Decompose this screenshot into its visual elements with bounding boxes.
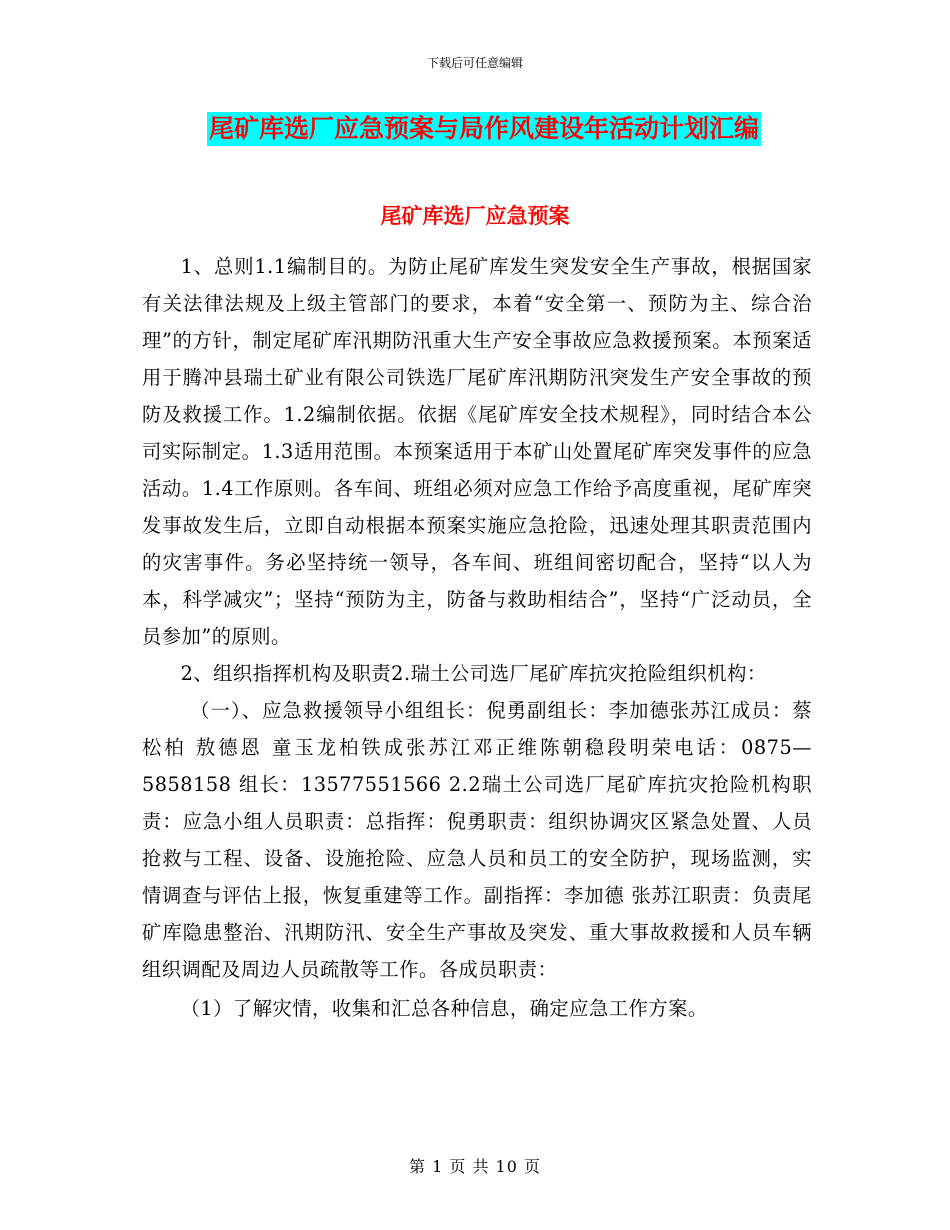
paragraph-duty-item-1: （1）了解灾情，收集和汇总各种信息，确定应急工作方案。	[180, 997, 708, 1020]
paragraph-leadership-group: （一）、应急救援领导小组组长：倪勇副组长：李加德张苏江成员：蔡松柏 敖德恩 童玉龙柏铁成张苏江邓正维陈朝稳段明荣电话：0875—5858158 组长：13577551566 2.2瑞土公司选厂尾矿库抗灾抢险机构职责：应急小组人员职责：总指挥：倪勇职责：组织协调灾区紧急处置、人员抢救与工程、设备、设施抢险、应急人员和员工的安全防护，现场监测，实情调查与评估上报，恢复重建等工作。副指挥：李加德 张苏江职责：负责尾矿库隐患整治、汛期防汛、安全生产事故及突发、重大事故救援和人员车辆组织调配及周边人员疏散等工作。各成员职责：	[142, 699, 812, 981]
document-title: 尾矿库选厂应急预案与局作风建设年活动计划汇编	[207, 112, 761, 146]
section-title: 尾矿库选厂应急预案	[380, 204, 570, 228]
header-note: 下载后可任意编辑	[426, 56, 523, 70]
paragraph-organization: 2、组织指挥机构及职责2.瑞土公司选厂尾矿库抗灾抢险组织机构：	[180, 662, 767, 685]
page-number: 第 1 页 共 10 页	[409, 1157, 541, 1176]
paragraph-general-principles: 1、总则1.1编制目的。为防止尾矿库发生突发安全生产事故，根据国家有关法律法规及上级主管部门的要求，本着“安全第一、预防为主、综合治理”的方针，制定尾矿库汛期防汛重大生产安全事故应急救援预案。本预案适用于腾冲县瑞土矿业有限公司铁选厂尾矿库汛期防汛突发生产安全事故的预防及救援工作。1.2编制依据。依据《尾矿库安全技术规程》，同时结合本公司实际制定。1.3适用范围。本预案适用于本矿山处置尾矿库突发事件的应急活动。1.4工作原则。各车间、班组必须对应急工作给予高度重视，尾矿库突发事故发生后，立即自动根据本预案实施应急抢险，迅速处理其职责范围内的灾害事件。务必坚持统一领导，各车间、班组间密切配合，坚持“以人为本，科学减灾”；坚持“预防为主，防备与救助相结合”，坚持“广泛动员，全员参加”的原则。	[142, 255, 812, 648]
document-body	[142, 248, 812, 1027]
